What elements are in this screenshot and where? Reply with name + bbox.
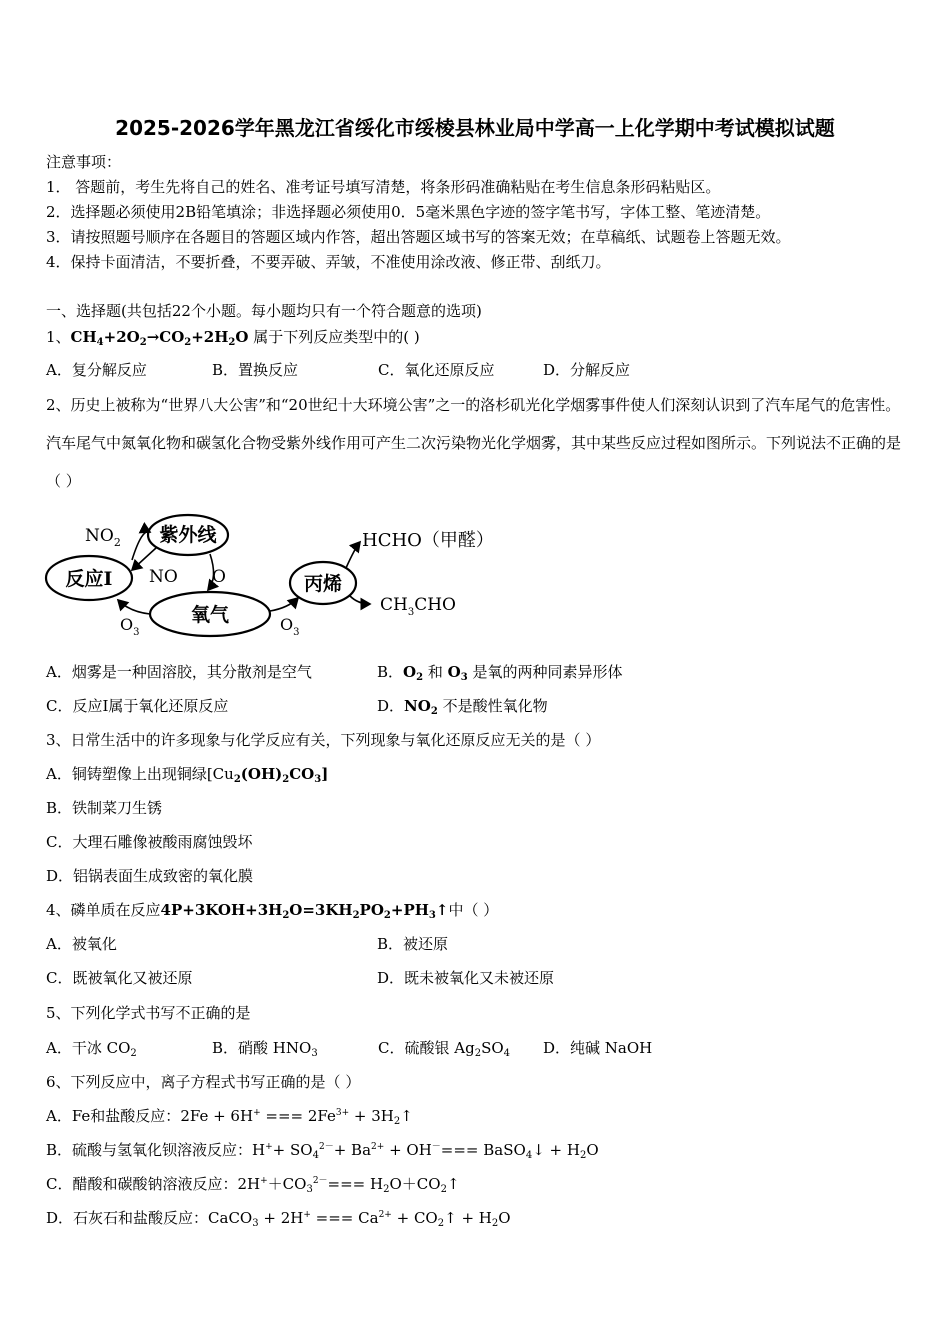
no-label: NO xyxy=(149,567,178,587)
q2-option-c[interactable]: C．反应I属于氧化还原反应 xyxy=(46,697,229,715)
q2-option-d[interactable]: D．$NO_2$ 不是酸性氧化物 xyxy=(377,697,548,717)
q2-option-b[interactable]: B．$O_2$ 和 $O_3$ 是氧的两种同素异形体 xyxy=(377,663,623,683)
propylene-label: 丙烯 xyxy=(303,573,343,595)
q1-option-b[interactable]: B．置换反应 xyxy=(212,361,299,379)
no2-label: $NO_2$ xyxy=(85,526,121,549)
question-3-stem: 3、日常生活中的许多现象与化学反应有关，下列现象与氧化还原反应无关的是（ ） xyxy=(46,731,601,749)
oxygen-label: 氧气 xyxy=(190,604,230,626)
q6-option-a[interactable]: A．Fe和盐酸反应：2Fe + 6H+ === $2Fe^{3+}$ + $3H_2↑$ xyxy=(46,1107,413,1127)
q5-option-b[interactable]: B．硝酸 $HNO_3$ xyxy=(212,1039,318,1059)
q5-option-d[interactable]: D．纯碱 NaOH xyxy=(543,1039,653,1057)
q3-option-b[interactable]: B．铁制菜刀生锈 xyxy=(46,799,163,817)
question-4-stem: 4、磷单质在反应$4P+3KOH+3H_2O=3KH_2PO_2+PH_3↑$中（ ） xyxy=(46,901,499,921)
q6-option-d[interactable]: D．石灰石和盐酸反应：CaCO$_3$ + 2H+ === $Ca^{2+}$ + $CO_2↑ + H_2O$ xyxy=(46,1209,511,1229)
o3-right-arrow xyxy=(270,598,298,611)
notice-item-2: 2．选择题必须使用2B铅笔填涂；非选择题必须使用0．5毫米黑色字迹的签字笔书写，字体工整、笔迹清楚。 xyxy=(46,203,771,221)
q5-option-c[interactable]: C．硫酸银 $Ag_2SO_4$ xyxy=(378,1039,511,1059)
q3-option-c[interactable]: C．大理石雕像被酸雨腐蚀毁坏 xyxy=(46,833,253,851)
notice-item-4: 4．保持卡面清洁，不要折叠，不要弄破、弄皱，不准使用涂改液、修正带、刮纸刀。 xyxy=(46,253,611,271)
question-1-stem: 1、$CH_4+2O_2\to CO_2+2H_2O$ 属于下列反应类型中的( ) xyxy=(46,328,420,348)
ch3cho-arrow xyxy=(350,596,370,604)
hcho-label: HCHO（甲醛） xyxy=(362,530,494,551)
reaction-label: 反应I xyxy=(65,568,113,590)
q4-option-a[interactable]: A．被氧化 xyxy=(46,935,117,953)
q3-option-a[interactable]: A．铜铸塑像上出现铜绿$[Cu_2(OH)_2CO_3]$ xyxy=(46,765,329,785)
q5-option-a[interactable]: A．干冰 $CO_2$ xyxy=(46,1039,137,1059)
ch3cho-label: $CH_3CHO$ xyxy=(380,595,456,618)
o3-right-label: $O_3$ xyxy=(280,615,300,638)
notice-item-3: 3．请按照题号顺序在各题目的答题区域内作答，超出答题区域书写的答案无效；在草稿纸、试题卷上答题无效。 xyxy=(46,228,791,246)
o3-left-label: $O_3$ xyxy=(120,615,140,638)
notice-heading: 注意事项： xyxy=(46,153,122,171)
section-heading: 一、选择题(共包括22个小题。每小题均只有一个符合题意的选项) xyxy=(46,302,482,320)
q1-option-d[interactable]: D．分解反应 xyxy=(543,361,631,379)
question-5-stem: 5、下列化学式书写不正确的是 xyxy=(46,1004,251,1022)
photochemical-smog-diagram xyxy=(40,508,510,644)
q6-option-b[interactable]: B．硫酸与氢氧化钡溶液反应：$H^++ SO_4^{2-}+ Ba^{2+} + OH^-===$ BaSO$_4$↓ + $H_2O$ xyxy=(46,1141,599,1161)
q4-option-c[interactable]: C．既被氧化又被还原 xyxy=(46,969,193,987)
question-2-stem: 2、历史上被称为“世界八大公害”和“20世纪十大环境公害”之一的洛杉矶光化学烟雾事件使人们深刻认识到了汽车尾气的危害性。汽车尾气中氮氧化物和碳氢化合物受紫外线作用可产生二次污染物光化学烟雾，其中某些反应过程如图所示。下列说法不正确的是（ ） xyxy=(46,396,902,490)
question-6-stem: 6、下列反应中，离子方程式书写正确的是（ ） xyxy=(46,1073,361,1091)
q4-option-b[interactable]: B．被还原 xyxy=(377,935,449,953)
page-title: 2025-2026学年黑龙江省绥化市绥棱县林业局中学高一上化学期中考试模拟试题 xyxy=(115,116,835,140)
uv-label: 紫外线 xyxy=(159,524,217,546)
q3-option-d[interactable]: D．铝锅表面生成致密的氧化膜 xyxy=(46,867,254,885)
notice-item-1: 1． 答题前，考生先将自己的姓名、准考证号填写清楚，将条形码准确粘贴在考生信息条形码粘贴区。 xyxy=(46,178,721,196)
q6-option-c[interactable]: C．醋酸和碳酸钠溶液反应：$2H^++CO_3^{2-}===$ $H_2O+CO_2↑$ xyxy=(46,1175,460,1195)
q4-option-d[interactable]: D．既未被氧化又未被还原 xyxy=(377,969,555,987)
q1-option-c[interactable]: C．氧化还原反应 xyxy=(378,361,495,379)
o-label: O xyxy=(212,567,226,587)
hcho-arrow xyxy=(346,542,360,568)
q1-option-a[interactable]: A．复分解反应 xyxy=(46,361,147,379)
q2-option-a[interactable]: A．烟雾是一种固溶胶，其分散剂是空气 xyxy=(46,663,312,681)
o3-left-arrow xyxy=(118,600,150,614)
